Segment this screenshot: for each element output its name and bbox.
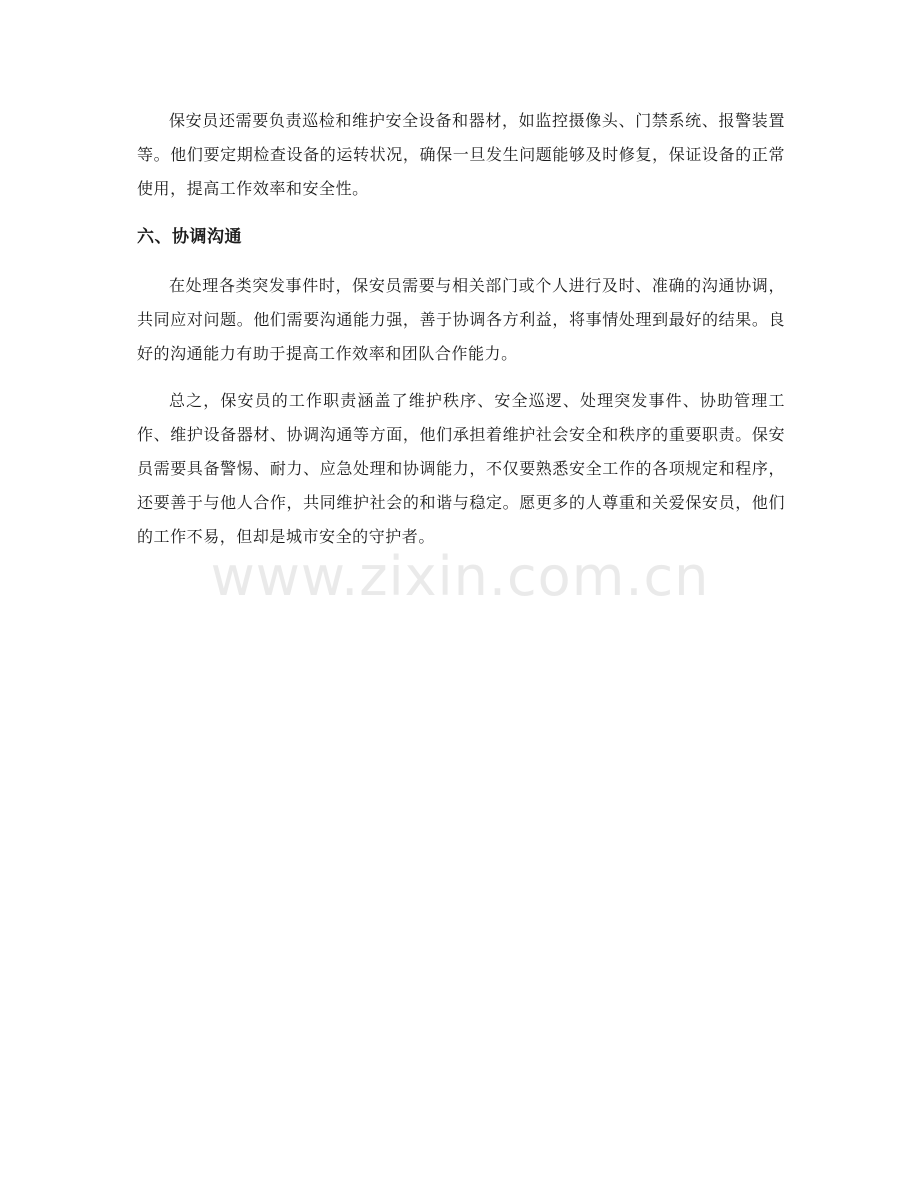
section-heading-coordination: 六、协调沟通 [137, 227, 242, 247]
paragraph-conclusion: 总之，保安员的工作职责涵盖了维护秩序、安全巡逻、处理突发事件、协助管理工作、维护设备器材、协调沟通等方面，他们承担着维护社会安全和秩序的重要职责。保安员需要具备警惕、耐力、应急处理和协调能力，不仅要熟悉安全工作的各项规定和程序，还要善于与他人合作，共同维护社会的和谐与稳定。愿更多的人尊重和关爱保安员，他们的工作不易，但却是城市安全的守护者。 [137, 391, 785, 546]
watermark: www.zixin.com.cn [210, 545, 710, 608]
paragraph-coordination: 在处理各类突发事件时，保安员需要与相关部门或个人进行及时、准确的沟通协调，共同应对问题。他们需要沟通能力强，善于协调各方利益，将事情处理到最好的结果。良好的沟通能力有助于提高工作效率和团队合作能力。 [137, 276, 785, 363]
document-body [137, 104, 785, 554]
paragraph-equipment-maintenance: 保安员还需要负责巡检和维护安全设备和器材，如监控摄像头、门禁系统、报警装置等。他们要定期检查设备的运转状况，确保一旦发生问题能够及时修复，保证设备的正常使用，提高工作效率和安全性。 [137, 111, 785, 198]
